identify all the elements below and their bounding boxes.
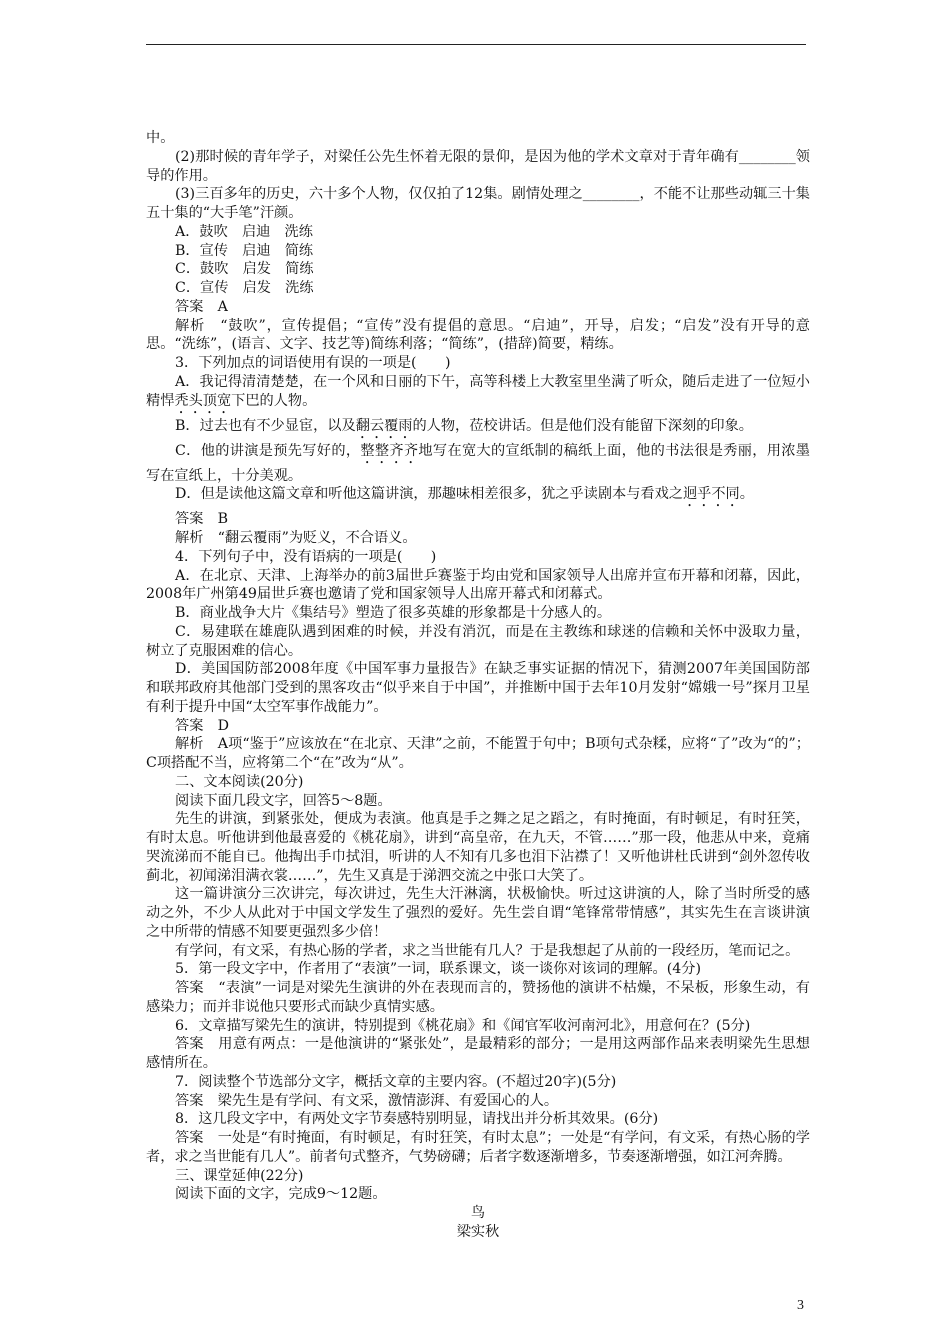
text-paragraph: 解析 “翻云覆雨”为贬义，不合语义。 [175, 530, 417, 546]
text-paragraph: 4．下列句子中，没有语病的一项是( ) [175, 548, 437, 565]
text-paragraph: 有学问，有文采，有热心肠的学者，求之当世能有几人？于是我想起了从前的一段经历，笔而记之。 [175, 942, 800, 959]
text-paragraph: 答案 D [175, 717, 229, 734]
text-paragraph: 三、课堂延伸(22分) [175, 1167, 304, 1184]
text-paragraph: C．易建联在雄鹿队遇到困难的时候，并没有消沉，而是在主教练和球迷的信赖和关怀中汲取力量，树立了克服困难的信心。 [146, 623, 810, 659]
text-paragraph: B．宣传 启迪 简练 [175, 242, 314, 259]
text-paragraph: 中。 [146, 130, 175, 146]
centered-line: 鸟 [470, 1205, 486, 1221]
text-paragraph: C．宣传 启发 洗练 [175, 280, 314, 296]
text-paragraph: 阅读下面的文字，完成9～12题。 [175, 1186, 387, 1203]
text-segment: 的人物，莅校讲话。但是他们没有能留下深刻的印象。 [412, 417, 753, 434]
text-paragraph: 答案 一处是“有时掩面，有时顿足，有时狂笑，有时太息”；一处是“有学问，有文采，有热心肠的学者，求之当世能有几人”。前者句式整齐，气势磅礴；后者字数逐渐增多，节奏逐渐增强，如江河奔腾。 [146, 1130, 810, 1165]
text-paragraph: 先生的讲演，到紧张处，便成为表演。他真是手之舞之足之蹈之，有时掩面，有时顿足，有时狂笑，有时太息。听他讲到他最喜爱的《桃花扇》，讲到“高皇帝，在九天，不管……”那一段，他悲从中来，竟痛哭流涕而不能自已。他掏出手巾拭泪，听讲的人不知有几多也泪下沾襟了！又听他讲杜氏讲到“剑外忽传收蓟北，初闻涕泪满衣裳……”，先生又真是于涕泗交流之中张口大笑了。 [146, 811, 810, 884]
emphasized-term: 迥乎不同 [682, 486, 740, 503]
emphasized-term: 整整齐齐 [360, 442, 419, 459]
document-body [146, 129, 810, 1242]
text-segment: 地写在宽大的宣纸制的稿纸上面，他的书法很是秀丽，用浓墨写在宣纸上，十分美观。 [146, 442, 810, 484]
text-paragraph: 二、文本阅读(20分) [175, 773, 304, 790]
text-paragraph: 3．下列加点的词语使用有误的一项是( ) [175, 355, 451, 371]
text-paragraph [146, 442, 810, 486]
centered-line: 梁实秋 [456, 1223, 500, 1240]
text-paragraph: 解析 “鼓吹”，宣传提倡；“宣传”没有提倡的意思。“启迪”，开导，启发；“启发”没有开导的意思。“洗练”，(语言、文字、技艺等)简练利落；“简练”，(措辞)简要，精练。 [146, 317, 810, 353]
text-paragraph: 8．这几段文字中，有两处文字节奏感特别明显，请找出并分析其效果。(6分) [175, 1111, 659, 1128]
text-paragraph: 答案 “表演”一词是对梁先生演讲的外在表现而言的，赞扬他的演讲不枯燥，不呆板，形象生动，有感染力；而并非说他只要形式而缺少真情实感。 [146, 980, 810, 1015]
emphasized-term: 翻云覆雨 [355, 417, 413, 434]
text-paragraph: 7．阅读整个节选部分文字，概括文章的主要内容。(不超过20字)(5分) [175, 1073, 617, 1090]
text-paragraph [146, 373, 810, 417]
text-paragraph: 答案 A [175, 298, 228, 315]
text-paragraph: C．鼓吹 启发 简练 [175, 261, 314, 278]
text-paragraph: 答案 B [175, 511, 228, 528]
text-paragraph: A．鼓吹 启迪 洗练 [175, 223, 313, 240]
header-rule [146, 44, 806, 45]
text-segment: A．我记得清清楚楚，在一个风和日丽的下午，高等科楼上大教室里坐满了听众，随后走进了一位短小精悍 [146, 373, 810, 409]
text-paragraph: (3)三百多年的历史，六十多个人物，仅仅拍了12集。剧情处理之________，不能不让那些动辄三十集五十集的“大手笔”汗颜。 [146, 186, 810, 221]
text-paragraph: 6．文章描写梁先生的演讲，特别提到《桃花扇》和《闻官军收河南河北》，用意何在？(5分) [175, 1017, 751, 1034]
text-segment: 下巴的人物。 [231, 392, 317, 409]
text-paragraph: A．在北京、天津、上海举办的前3届世乒赛鉴于均由党和国家领导人出席并宣布开幕和闭幕，因此，2008年广州第49届世乒赛也邀请了党和国家领导人出席开幕式和闭幕式。 [146, 567, 810, 603]
emphasized-term: 秃头顶宽 [174, 392, 232, 409]
text-paragraph: 答案 梁先生是有学问、有文采，激情澎湃、有爱国心的人。 [175, 1092, 559, 1109]
text-segment: B．过去也有不少显宦，以及 [175, 417, 356, 434]
text-paragraph: 阅读下面几段文字，回答5～8题。 [175, 792, 392, 809]
text-segment: 。 [739, 486, 754, 503]
text-paragraph [146, 485, 810, 510]
text-segment: C．他的讲演是预先写好的， [175, 442, 361, 459]
text-paragraph: B．商业战争大片《集结号》塑造了很多英雄的形象都是十分感人的。 [175, 605, 612, 621]
text-paragraph: 这一篇讲演分三次讲完，每次讲过，先生大汗淋漓，状极愉快。听过这讲演的人，除了当时所受的感动之外，不少人从此对于中国文学发生了强烈的爱好。先生尝自谓“笔锋常带情感”，其实先生在言谈讲演之中所带的情感不知要更强烈多少倍！ [146, 886, 810, 940]
text-paragraph: 答案 用意有两点：一是他演讲的“紧张处”，是最精彩的部分；一是用这两部作品来表明梁先生思想感情所在。 [146, 1036, 810, 1071]
text-paragraph: D．美国国防部2008年度《中国军事力量报告》在缺乏事实证据的情况下，猜测2007年美国国防部和联邦政府其他部门受到的黑客攻击“似乎来自于中国”，并推断中国于去年10月发射“嫦娥一号”探月卫星有利于提升中国“太空军事作战能力”。 [146, 661, 810, 715]
text-paragraph [146, 417, 810, 442]
text-paragraph: 5．第一段文字中，作者用了“表演”一词，联系课文，谈一谈你对该词的理解。(4分) [175, 961, 702, 978]
text-segment: D．但是读他这篇文章和听他这篇讲演，那趣味相差很多，犹之乎读剧本与看戏之 [175, 486, 683, 503]
page-number: 3 [797, 1298, 804, 1313]
text-paragraph: 解析 A项“鉴于”应该放在“在北京、天津”之前，不能置于句中；B项句式杂糅，应将“了”改为“的”；C项搭配不当，应将第二个“在”改为“从”。 [146, 736, 810, 771]
text-paragraph: (2)那时候的青年学子，对梁任公先生怀着无限的景仰，是因为他的学术文章对于青年确有________领导的作用。 [146, 148, 810, 184]
